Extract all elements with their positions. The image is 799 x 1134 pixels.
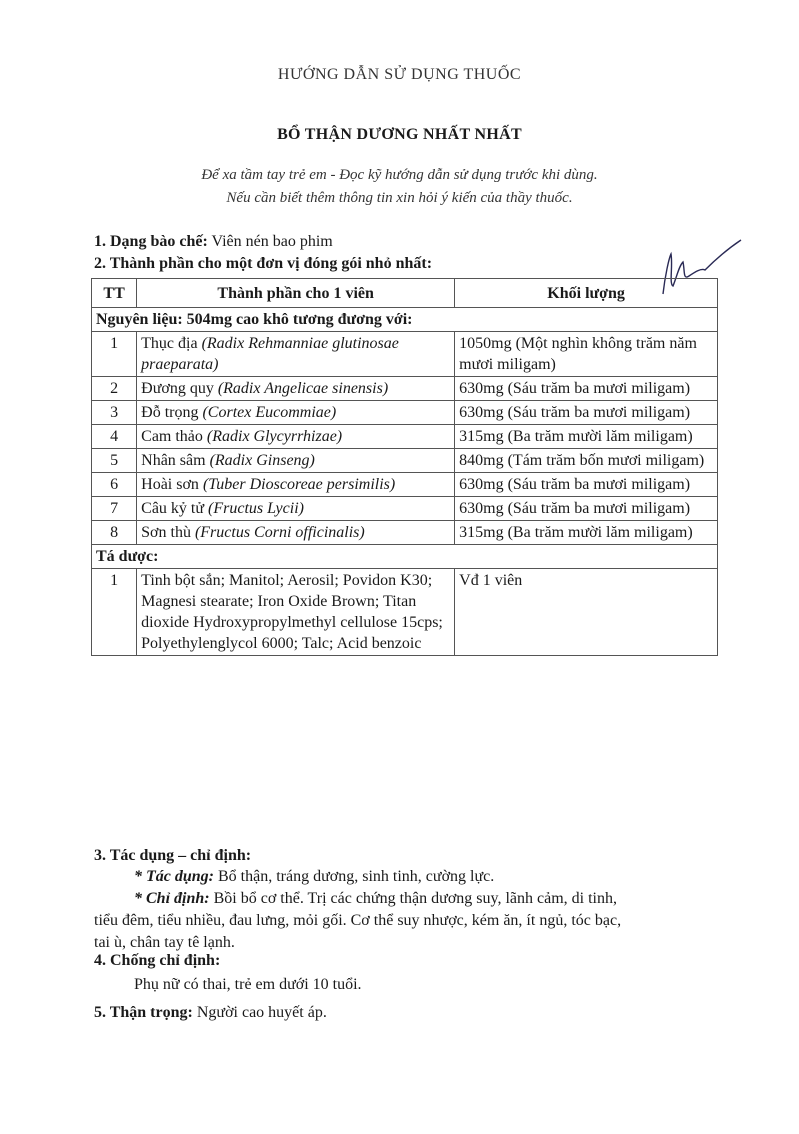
effect-line — [134, 866, 494, 888]
indication-label: * Chỉ định: — [134, 890, 210, 907]
table-row — [92, 473, 718, 497]
effect-value: Bổ thận, tráng dương, sinh tinh, cường lực. — [218, 868, 495, 885]
row-name: Cam thảo — [141, 428, 203, 445]
row-name: Nhân sâm — [141, 452, 206, 469]
row-mass: 630mg (Sáu trăm ba mươi miligam) — [455, 473, 718, 497]
row-tt: 6 — [92, 473, 137, 497]
section-composition — [94, 254, 432, 274]
row-tt: 1 — [92, 332, 137, 377]
row-name-cell — [137, 377, 455, 401]
table-row — [92, 497, 718, 521]
row-name-cell — [137, 449, 455, 473]
row-mass: Vđ 1 viên — [455, 569, 718, 656]
effect-label: * Tác dụng: — [134, 868, 214, 885]
section-contraindications-label: 4. Chống chỉ định: — [94, 952, 221, 969]
row-name-cell — [137, 521, 455, 545]
row-name-cell — [137, 497, 455, 521]
row-mass: 630mg (Sáu trăm ba mươi miligam) — [455, 401, 718, 425]
section-dosage-form-label: 1. Dạng bào chế: — [94, 233, 208, 250]
row-name: Tinh bột sắn; Manitol; Aerosil; Povidon K30; Magnesi stearate; Iron Oxide Brown; Titan dioxide Hydroxypropylmethyl cellulose 15cps; Polyethylenglycol 6000; Talc; Acid benzoic — [137, 569, 455, 656]
row-tt: 4 — [92, 425, 137, 449]
row-tt: 3 — [92, 401, 137, 425]
warning-line-2: Nếu cần biết thêm thông tin xin hỏi ý kiến của thầy thuốc. — [226, 190, 573, 206]
section-precautions-value: Người cao huyết áp. — [196, 1004, 327, 1021]
row-latin: (Radix Ginseng) — [209, 452, 315, 469]
group-row-raw-materials — [92, 308, 718, 332]
row-name: Đương quy — [141, 380, 214, 397]
indication-text-1: Bồi bổ cơ thể. Trị các chứng thận dương suy, lãnh cảm, di tinh, — [213, 890, 617, 907]
row-name: Câu kỷ tử — [141, 500, 205, 517]
page-title: HƯỚNG DẪN SỬ DỤNG THUỐC — [277, 66, 522, 83]
row-tt: 8 — [92, 521, 137, 545]
row-name-cell — [137, 332, 455, 377]
table-row — [92, 569, 718, 656]
header-name: Thành phần cho 1 viên — [137, 279, 455, 308]
table-header-row — [92, 279, 718, 308]
row-mass: 630mg (Sáu trăm ba mươi miligam) — [455, 497, 718, 521]
row-latin: (Radix Angelicae sinensis) — [217, 380, 389, 397]
row-latin: (Radix Rehmanniae glutinosae praeparata) — [141, 335, 399, 373]
section-effects — [94, 846, 251, 866]
indication-line-2: tiểu đêm, tiểu nhiều, đau lưng, mỏi gối. Cơ thể suy nhược, kém ăn, ít ngủ, tóc bạc, — [94, 912, 622, 929]
table-row — [92, 401, 718, 425]
warning-line-1: Để xa tầm tay trẻ em - Đọc kỹ hướng dẫn sử dụng trước khi dùng. — [201, 167, 598, 183]
table-row — [92, 332, 718, 377]
row-latin: (Fructus Lycii) — [208, 500, 304, 517]
section-precautions — [94, 1003, 327, 1023]
table-row — [92, 449, 718, 473]
table-row — [92, 377, 718, 401]
row-latin: (Fructus Corni officinalis) — [194, 524, 365, 541]
row-latin: (Cortex Eucommiae) — [202, 404, 337, 421]
row-name: Hoài sơn — [141, 476, 199, 493]
section-contraindications — [94, 951, 220, 971]
row-mass: 315mg (Ba trăm mười lăm miligam) — [455, 425, 718, 449]
row-name: Thục địa — [141, 335, 198, 352]
row-name-cell — [137, 425, 455, 449]
table-row — [92, 425, 718, 449]
product-name: BỔ THẬN DƯƠNG NHẤT NHẤT — [277, 126, 522, 143]
group-label-raw-materials: Nguyên liệu: 504mg cao khô tương đương với: — [92, 308, 718, 332]
row-name-cell — [137, 401, 455, 425]
row-mass: 315mg (Ba trăm mười lăm miligam) — [455, 521, 718, 545]
row-tt: 1 — [92, 569, 137, 656]
indication-line-3: tai ù, chân tay tê lạnh. — [94, 934, 235, 951]
indication-line-1 — [134, 888, 617, 910]
row-name: Đỗ trọng — [141, 404, 199, 421]
row-latin: (Tuber Dioscoreae persimilis) — [202, 476, 396, 493]
header-tt: TT — [92, 279, 137, 308]
section-precautions-label: 5. Thận trọng: — [94, 1004, 193, 1021]
header-mass: Khối lượng — [455, 279, 718, 308]
contraindications-value: Phụ nữ có thai, trẻ em dưới 10 tuổi. — [134, 976, 362, 993]
section-effects-label: 3. Tác dụng – chỉ định: — [94, 847, 252, 864]
row-mass: 840mg (Tám trăm bốn mươi miligam) — [455, 449, 718, 473]
row-name: Sơn thù — [141, 524, 191, 541]
section-composition-label: 2. Thành phần cho một đơn vị đóng gói nhỏ nhất: — [94, 255, 433, 272]
row-mass: 1050mg (Một nghìn không trăm năm mươi miligam) — [455, 332, 718, 377]
table-row — [92, 521, 718, 545]
ingredients-table — [91, 278, 718, 656]
group-row-excipients — [92, 545, 718, 569]
row-mass: 630mg (Sáu trăm ba mươi miligam) — [455, 377, 718, 401]
section-dosage-form — [94, 232, 333, 252]
row-tt: 7 — [92, 497, 137, 521]
section-dosage-form-value: Viên nén bao phim — [211, 233, 333, 250]
row-tt: 2 — [92, 377, 137, 401]
row-name-cell — [137, 473, 455, 497]
group-label-excipients: Tá dược: — [92, 545, 718, 569]
row-latin: (Radix Glycyrrhizae) — [206, 428, 343, 445]
row-tt: 5 — [92, 449, 137, 473]
